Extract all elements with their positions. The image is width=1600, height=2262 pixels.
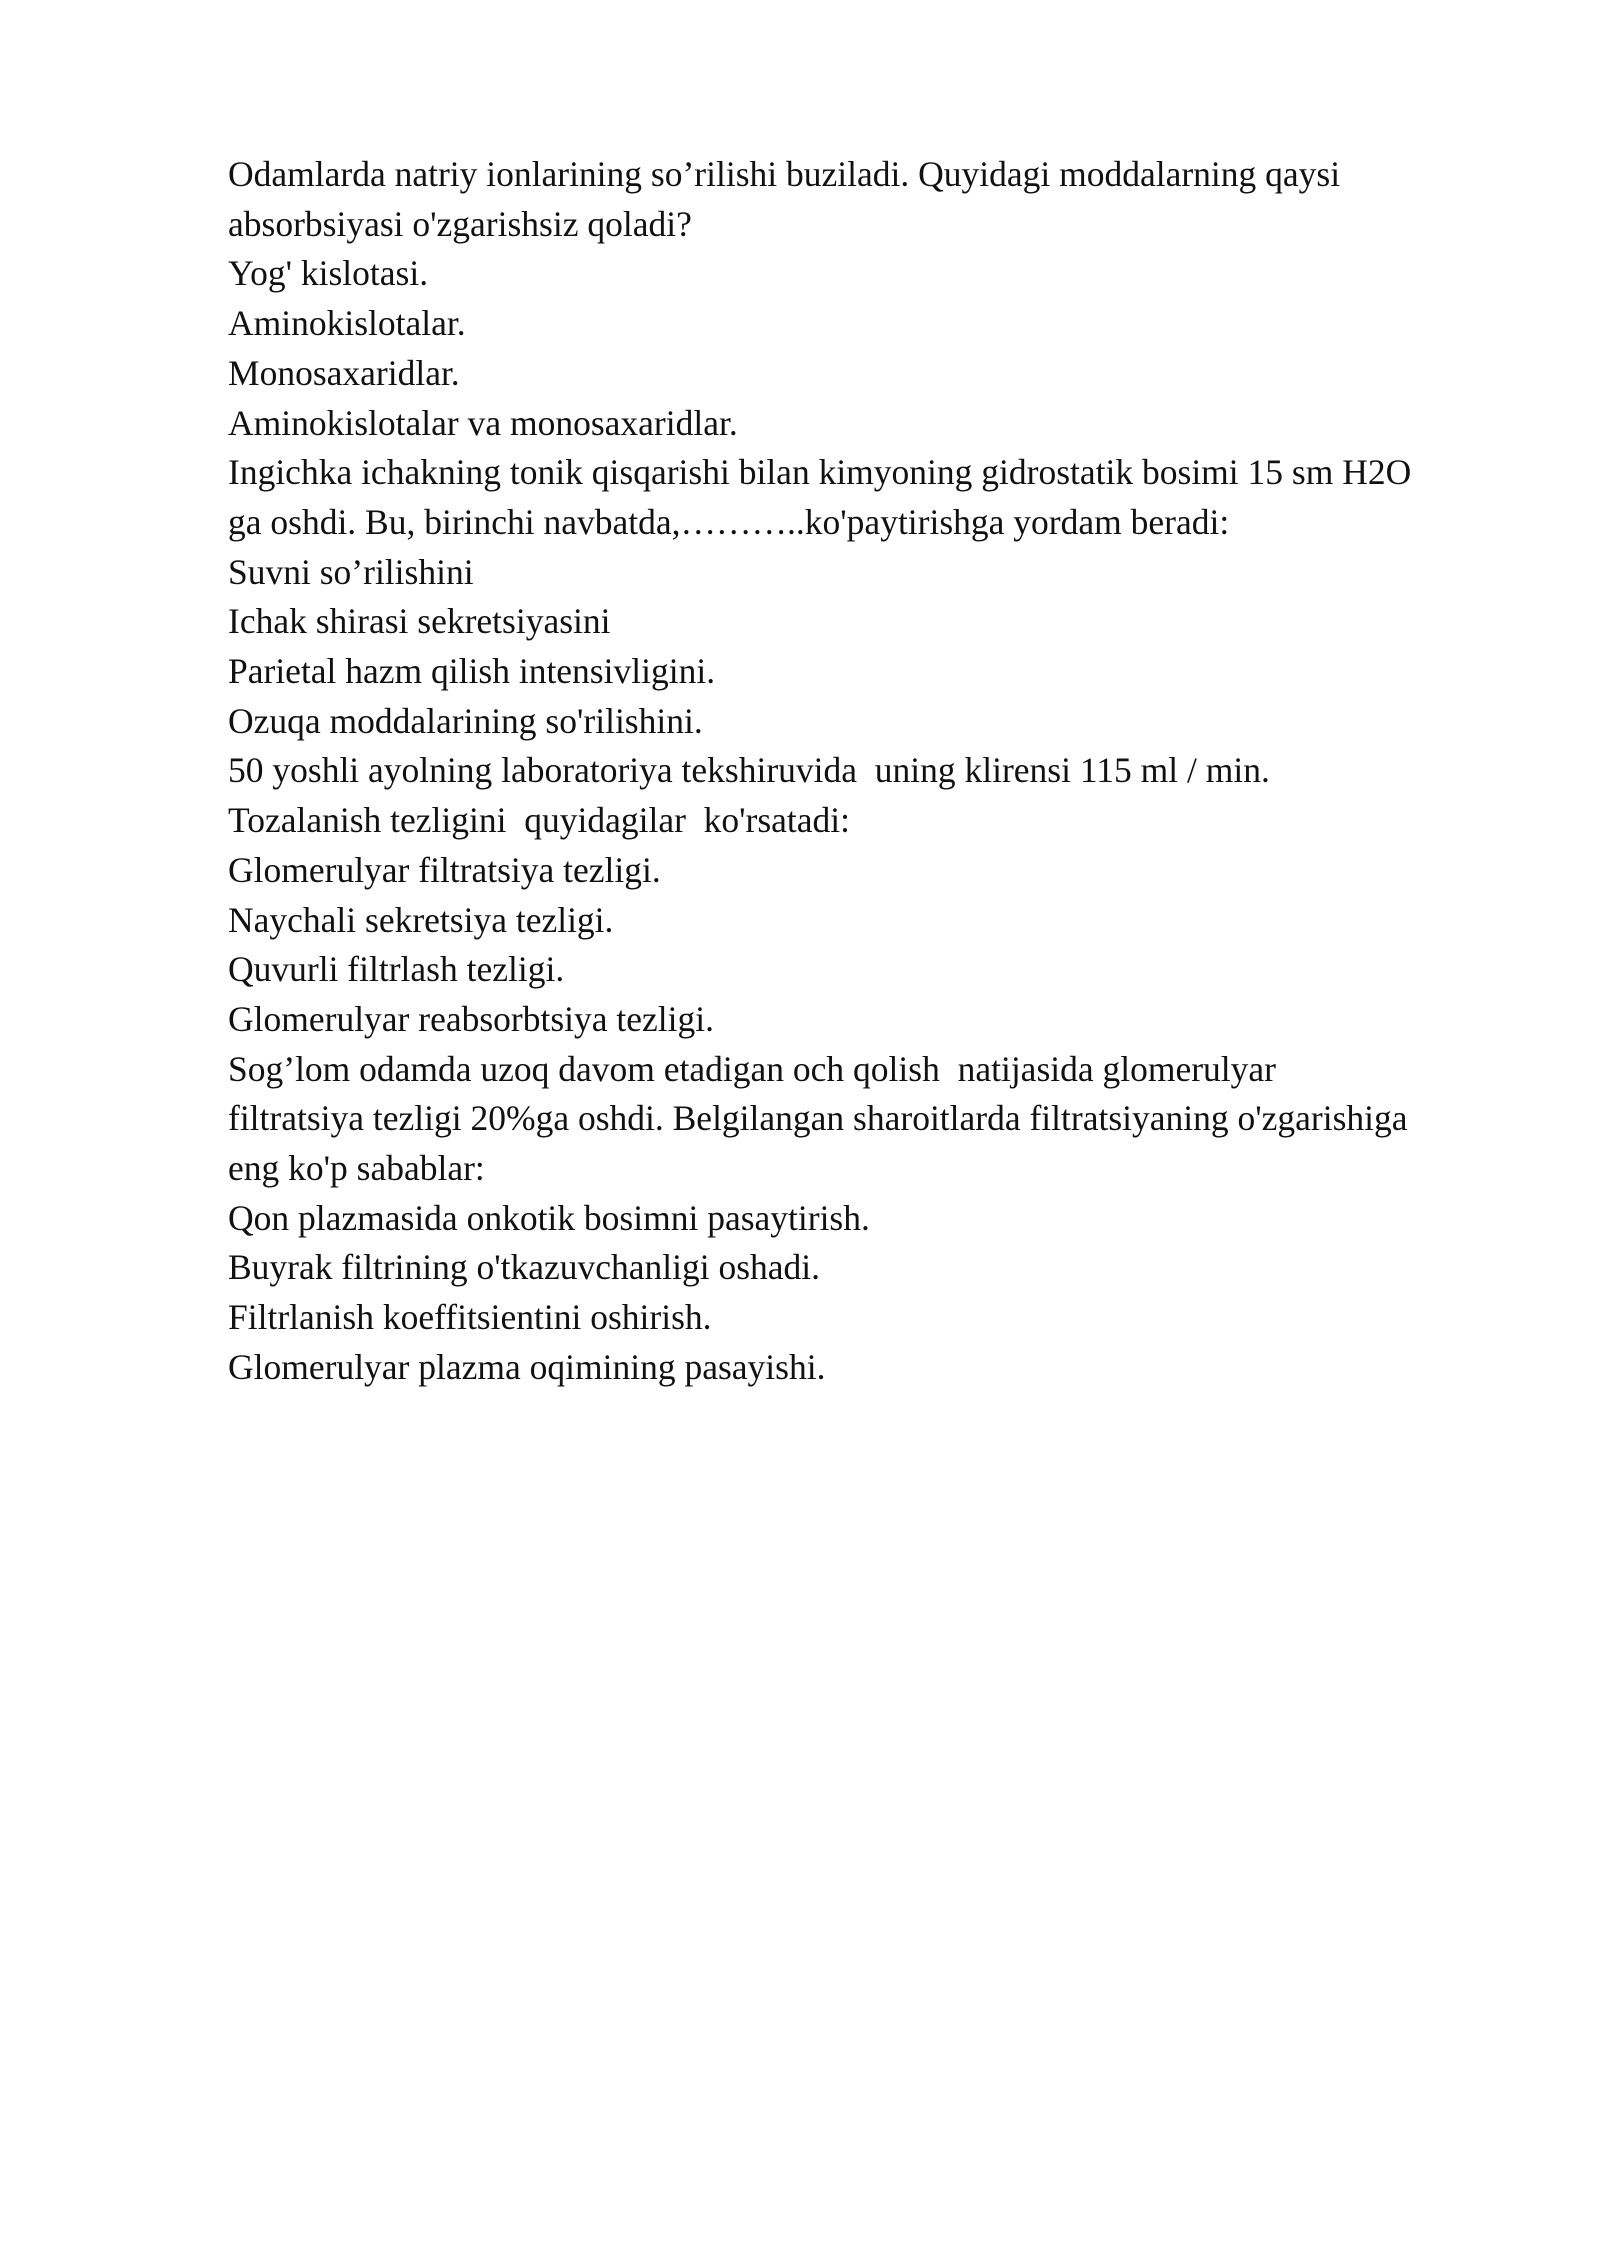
question-3	[228, 746, 1528, 1044]
question-2-option-2: Ichak shirasi sekretsiyasini	[228, 601, 611, 642]
question-2-option-3: Parietal hazm qilish intensivligini.	[228, 651, 716, 692]
question-1-stem-line-1: Odamlarda natriy ionlarining so’rilishi buziladi. Quyidagi moddalarning qaysi	[228, 154, 1341, 194]
question-3-option-1: Glomerulyar filtratsiya tezligi.	[228, 849, 661, 890]
question-1-stem-line-2: absorbsiyasi o'zgarishsiz qoladi?	[228, 203, 692, 244]
question-2-stem-line-2: ga oshdi. Bu, birinchi navbatda,………..ko'paytirishga yordam beradi:	[228, 501, 1230, 542]
question-4-stem-line-2: filtratsiya tezligi 20%ga oshdi. Belgilangan sharoitlarda filtratsiyaning o'zgarishiga	[228, 1098, 1408, 1139]
question-3-stem-line-2: Tozalanish tezligini quyidagilar ko'rsatadi:	[228, 800, 851, 841]
question-4	[228, 1045, 1528, 1393]
question-4-stem-line-3: eng ko'p sabablar:	[228, 1148, 485, 1189]
question-1-option-4: Aminokislotalar va monosaxaridlar.	[228, 402, 738, 443]
question-3-option-2: Naychali sekretsiya tezligi.	[228, 899, 614, 940]
question-4-option-3: Filtrlanish koeffitsientini oshirish.	[228, 1297, 712, 1338]
question-2	[228, 448, 1528, 746]
question-4-stem-line-1: Sog’lom odamda uzoq davom etadigan och qolish natijasida glomerulyar	[228, 1048, 1276, 1089]
question-1-option-2: Aminokislotalar.	[228, 303, 466, 344]
question-2-option-1: Suvni so’rilishini	[228, 551, 474, 592]
document-body	[228, 150, 1528, 1393]
question-4-option-1: Qon plazmasida onkotik bosimni pasaytirish.	[228, 1197, 870, 1238]
question-1	[228, 150, 1528, 448]
question-1-option-1: Yog' kislotasi.	[228, 253, 429, 294]
question-1-option-3: Monosaxaridlar.	[228, 352, 460, 393]
question-4-option-4: Glomerulyar plazma oqimining pasayishi.	[228, 1346, 826, 1387]
question-3-option-4: Glomerulyar reabsorbtsiya tezligi.	[228, 998, 714, 1039]
question-2-option-4: Ozuqa moddalarining so'rilishini.	[228, 700, 703, 741]
question-2-stem-line-1: Ingichka ichakning tonik qisqarishi bilan kimyoning gidrostatik bosimi 15 sm H2O	[228, 452, 1412, 493]
question-4-option-2: Buyrak filtrining o'tkazuvchanligi oshadi.	[228, 1247, 821, 1288]
question-3-option-3: Quvurli filtrlash tezligi.	[228, 949, 565, 990]
question-3-stem-line-1: 50 yoshli ayolning laboratoriya tekshiruvida uning klirensi 115 ml / min.	[228, 750, 1270, 791]
